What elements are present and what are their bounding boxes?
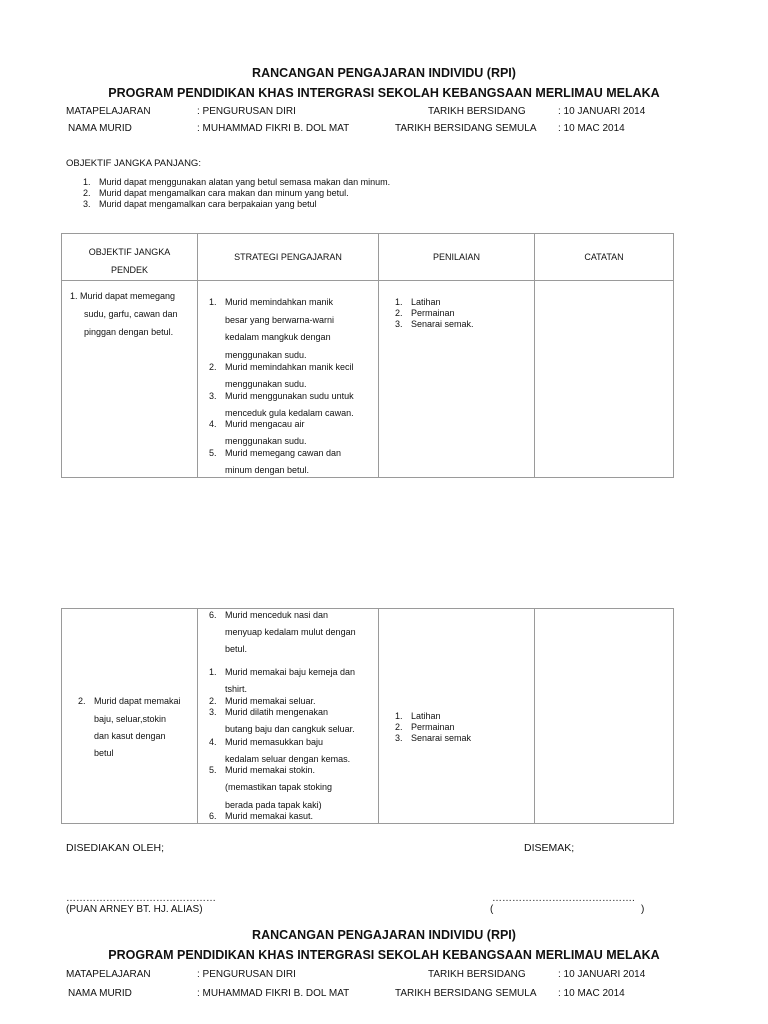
header-objektif: OBJEKTIF JANGKA PENDEK — [62, 234, 198, 281]
tarikh-semula-value: : 10 MAC 2014 — [558, 988, 625, 999]
document-subtitle: PROGRAM PENDIDIKAN KHAS INTERGRASI SEKOLAH KEBANGSAAN MERLIMAU MELAKA — [108, 86, 660, 100]
header-strategi: STRATEGI PENGAJARAN — [198, 234, 379, 281]
matapelajaran-label: MATAPELAJARAN — [66, 106, 151, 117]
disediakan-label: DISEDIAKAN OLEH; — [66, 842, 165, 854]
strategi-line: 1. Murid memindahkan manik — [209, 297, 334, 307]
matapelajaran-value: : PENGURUSAN DIRI — [197, 106, 296, 117]
nama-murid-value: : MUHAMMAD FIKRI B. DOL MAT — [197, 123, 350, 134]
objektif-line: 2. Murid dapat memakai — [78, 696, 181, 706]
row1-objektif — [62, 281, 198, 478]
objektif-line: dan kasut dengan — [94, 731, 166, 741]
strategi-line: 6. Murid memakai kasut. — [209, 811, 314, 821]
objektif-item: 1. Murid dapat menggunakan alatan yang betul semasa makan dan minum. — [83, 177, 391, 187]
penilaian-item: 3. Senarai semak — [395, 733, 472, 743]
matapelajaran-label: MATAPELAJARAN — [66, 969, 151, 980]
disemak-label: DISEMAK; — [524, 842, 575, 854]
rpi-table-2 — [61, 608, 674, 824]
strategi-line: 6. Murid menceduk nasi dan — [209, 610, 329, 620]
tarikh-semula-label: TARIKH BERSIDANG SEMULA — [395, 988, 537, 999]
tarikh-label: TARIKH BERSIDANG — [428, 969, 526, 980]
penilaian-item: 1. Latihan — [395, 711, 441, 721]
penilaian-item: 2. Permainan — [395, 722, 455, 732]
signer-paren-close: ) — [641, 904, 645, 915]
penilaian-item: 1. Latihan — [395, 297, 441, 307]
strategi-line: menggunakan sudu. — [225, 436, 307, 446]
row1-catatan — [535, 281, 674, 478]
strategi-line: besar yang berwarna-warni — [225, 315, 335, 325]
strategi-line: menggunakan sudu. — [225, 350, 307, 360]
objektif-line: sudu, garfu, cawan dan — [84, 309, 178, 319]
row1-strategi — [198, 281, 379, 478]
strategi-line: 3. Murid menggunakan sudu untuk — [209, 391, 354, 401]
strategi-line: 3. Murid dilatih mengenakan — [209, 707, 329, 717]
strategi-line: butang baju dan cangkuk seluar. — [225, 724, 355, 734]
strategi-line: berada pada tapak kaki) — [225, 800, 322, 810]
tarikh-label: TARIKH BERSIDANG — [428, 106, 526, 117]
row2-objektif — [62, 609, 198, 824]
document-title: RANCANGAN PENGAJARAN INDIVIDU (RPI) — [252, 66, 516, 80]
header-penilaian: PENILAIAN — [379, 234, 535, 281]
strategi-line: (memastikan tapak stoking — [225, 782, 333, 792]
objektif-line: pinggan dengan betul. — [84, 327, 174, 337]
strategi-line: betul. — [225, 644, 248, 654]
strategi-line: 2. Murid memakai seluar. — [209, 696, 316, 706]
tarikh-semula-label: TARIKH BERSIDANG SEMULA — [395, 123, 537, 134]
strategi-line: 2. Murid memindahkan manik kecil — [209, 362, 354, 372]
row2-catatan — [535, 609, 674, 824]
strategi-line: minum dengan betul. — [225, 465, 310, 475]
strategi-line: 4. Murid memasukkan baju — [209, 737, 324, 747]
strategi-line: kedalam seluar dengan kemas. — [225, 754, 351, 764]
strategi-line: 5. Murid memegang cawan dan — [209, 448, 342, 458]
row2-penilaian — [379, 609, 535, 824]
nama-murid-label: NAMA MURID — [68, 123, 132, 134]
tarikh-value: : 10 JANUARI 2014 — [558, 106, 646, 117]
objektif-item: 3. Murid dapat mengamalkan cara berpakaian yang betul — [83, 199, 317, 209]
header-catatan: CATATAN — [535, 234, 674, 281]
strategi-line: menggunakan sudu. — [225, 379, 307, 389]
strategi-line: menceduk gula kedalam cawan. — [225, 408, 354, 418]
row2-strategi — [198, 609, 379, 824]
nama-murid-label: NAMA MURID — [68, 988, 132, 999]
signer-paren-open: ( — [490, 904, 494, 915]
objektif-heading: OBJEKTIF JANGKA PANJANG: — [66, 158, 201, 169]
objektif-line: baju, seluar,stokin — [94, 714, 167, 724]
rpi-table-1 — [61, 233, 674, 478]
signature-line-right: ……………………………………. — [492, 893, 635, 904]
objektif-line: betul — [94, 748, 114, 758]
strategi-line: 4. Murid mengacau air — [209, 419, 305, 429]
strategi-line: 1. Murid memakai baju kemeja dan — [209, 667, 356, 677]
penilaian-item: 3. Senarai semak. — [395, 319, 474, 329]
penilaian-item: 2. Permainan — [395, 308, 455, 318]
tarikh-semula-value: : 10 MAC 2014 — [558, 123, 625, 134]
signature-line-left: ……………………………………… — [66, 893, 216, 904]
nama-murid-value: : MUHAMMAD FIKRI B. DOL MAT — [197, 988, 350, 999]
signer-name-left: (PUAN ARNEY BT. HJ. ALIAS) — [66, 904, 203, 915]
strategi-line: tshirt. — [225, 684, 248, 694]
objektif-item: 2. Murid dapat mengamalkan cara makan dan minum yang betul. — [83, 188, 349, 198]
strategi-line: menyuap kedalam mulut dengan — [225, 627, 356, 637]
document-title-repeat: RANCANGAN PENGAJARAN INDIVIDU (RPI) — [252, 928, 516, 942]
tarikh-value: : 10 JANUARI 2014 — [558, 969, 646, 980]
objektif-line: 1. Murid dapat memegang — [70, 291, 176, 301]
row1-penilaian — [379, 281, 535, 478]
matapelajaran-value: : PENGURUSAN DIRI — [197, 969, 296, 980]
strategi-line: 5. Murid memakai stokin. — [209, 765, 316, 775]
document-subtitle-repeat: PROGRAM PENDIDIKAN KHAS INTERGRASI SEKOLAH KEBANGSAAN MERLIMAU MELAKA — [108, 948, 660, 962]
strategi-line: kedalam mangkuk dengan — [225, 332, 331, 342]
